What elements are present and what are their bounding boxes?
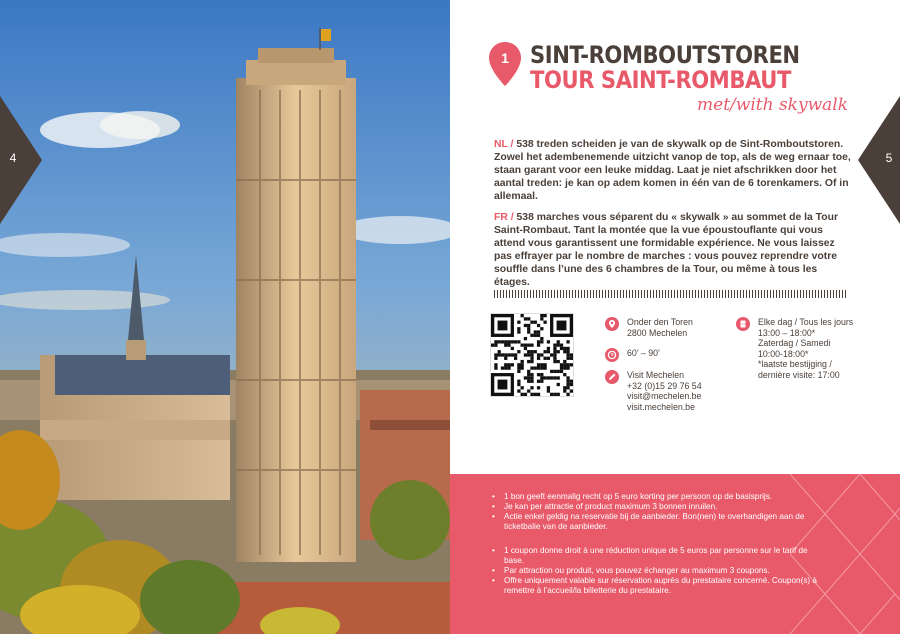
- description-french-text: 538 marches vous séparent du « skywalk » au sommet de la Tour Saint-Rombaut. Tant la montée que la vue époustouflante qui vous attend vous garantissent une formidable expérience. Ne vous laissez pas effrayer par le nombre de marches : vous pouvez reprendre votre souffle dans l’une des 6 chambres de la Tour, ou même à tous les étages.: [494, 212, 838, 288]
- condition-nl-2: • Je kan per attractie of product maximum 3 bonnen inruilen.: [492, 502, 822, 512]
- page-number-right: 5: [885, 151, 893, 165]
- hours-line-3: Zaterdag / Samedi: [758, 338, 831, 348]
- duration-text: 60’ – 90’: [627, 348, 660, 358]
- conditions-box: [450, 474, 900, 634]
- lang-label-nl: NL /: [494, 139, 517, 150]
- map-pin-icon: [605, 317, 619, 331]
- hours-line-4: 10:00-18:00*: [758, 348, 809, 359]
- contact-website[interactable]: visit.mechelen.be: [627, 401, 695, 412]
- title-french: TOUR SAINT-ROMBAUT: [530, 66, 791, 94]
- right-page: [450, 0, 900, 634]
- condition-nl-1: • 1 bon geeft eenmalig recht op 5 euro korting per persoon op de basisprijs.: [492, 492, 822, 502]
- dotted-divider: [494, 290, 846, 298]
- conditions-dutch: [492, 492, 822, 532]
- attraction-number: 1: [501, 50, 509, 66]
- lang-label-fr: FR /: [494, 212, 517, 223]
- condition-fr-2: • Par attraction ou produit, vous pouvez échanger au maximum 3 coupons.: [492, 566, 822, 576]
- title-dutch: SINT-ROMBOUTSTOREN: [530, 41, 800, 69]
- description-dutch: [494, 138, 854, 203]
- condition-fr-1: • 1 coupon donne droit à une réduction unique de 5 euros par personne sur le tarif de base.: [492, 546, 822, 566]
- page-number-left: 4: [9, 151, 17, 165]
- number-pin-icon: [489, 42, 521, 86]
- condition-fr-3: • Offre uniquement valable sur réservation auprès du prestataire concerné. Coupon(s) à remettre à l’accueil/la billetterie du prestataire.: [492, 576, 822, 596]
- condition-nl-3: • Actie enkel geldig na reservatie bij de aanbieder. Bon(nen) te overhandigen aan de ticketbalie van de aanbieder.: [492, 512, 822, 532]
- subtitle: met/with skywalk: [697, 95, 848, 115]
- page-number-left-tab: [0, 96, 42, 224]
- hours-line-1: Elke dag / Tous les jours: [758, 317, 854, 327]
- description-dutch-text: 538 treden scheiden je van de skywalk op de Sint-Romboutstoren. Zowel het adembenemende uitzicht vanop de top, als de weg ernaar toe, staan garant voor een leuke middag. Laat je niet afschrikken door het aantal treden: je kan op adem komen in één van de 6 torenkamers. Of in allemaal.: [494, 139, 851, 202]
- ticket-icon: [736, 317, 750, 331]
- hours-line-2: 13:00 – 18:00*: [758, 327, 816, 338]
- pencil-icon: [605, 370, 619, 384]
- hours-line-6: dernière visite: 17:00: [758, 369, 840, 380]
- description-french: [494, 211, 854, 289]
- qr-code[interactable]: [490, 313, 574, 397]
- conditions-french: [492, 546, 822, 596]
- contact-name: Visit Mechelen: [627, 370, 685, 380]
- contact-phone[interactable]: +32 (0)15 29 76 54: [627, 380, 702, 391]
- location-line-1: Onder den Toren: [627, 317, 693, 327]
- hours-line-5: *laatste bestijging /: [758, 359, 832, 369]
- contact-email[interactable]: visit@mechelen.be: [627, 391, 702, 401]
- location-line-2: 2800 Mechelen: [627, 327, 688, 338]
- clock-icon: [605, 348, 619, 362]
